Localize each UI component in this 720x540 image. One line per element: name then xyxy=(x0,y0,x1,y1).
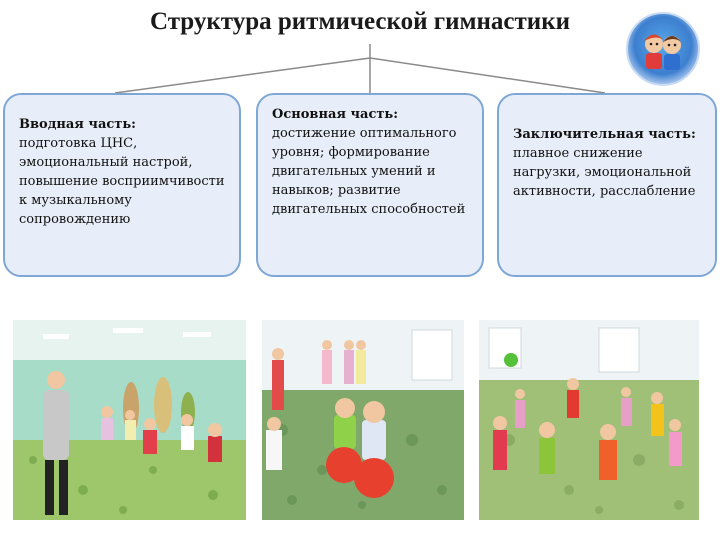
photo-final-exercise xyxy=(479,320,699,520)
intro-part-heading: Вводная часть: xyxy=(19,117,136,132)
main-part-text: достижение оптимального уровня; формирование двигательных умений и навыков; развитие двигательных способностей xyxy=(272,126,466,217)
final-part-text: плавное снижение нагрузки, эмоциональной активности, расслабление xyxy=(513,146,696,199)
main-part-box xyxy=(256,93,484,277)
photo-main-exercise xyxy=(262,320,464,520)
connector-lines xyxy=(0,0,720,100)
intro-part-text: подготовка ЦНС, эмоциональный настрой, повышение восприимчивости к музыкальному сопровождению xyxy=(19,136,225,227)
main-part-heading: Основная часть: xyxy=(272,107,399,122)
intro-part-box xyxy=(3,93,241,277)
photo-intro-exercise xyxy=(13,320,246,520)
page-title: Структура ритмической гимнастики xyxy=(149,8,571,35)
final-part-heading: Заключительная часть: xyxy=(513,127,696,142)
final-part-box xyxy=(497,93,717,277)
